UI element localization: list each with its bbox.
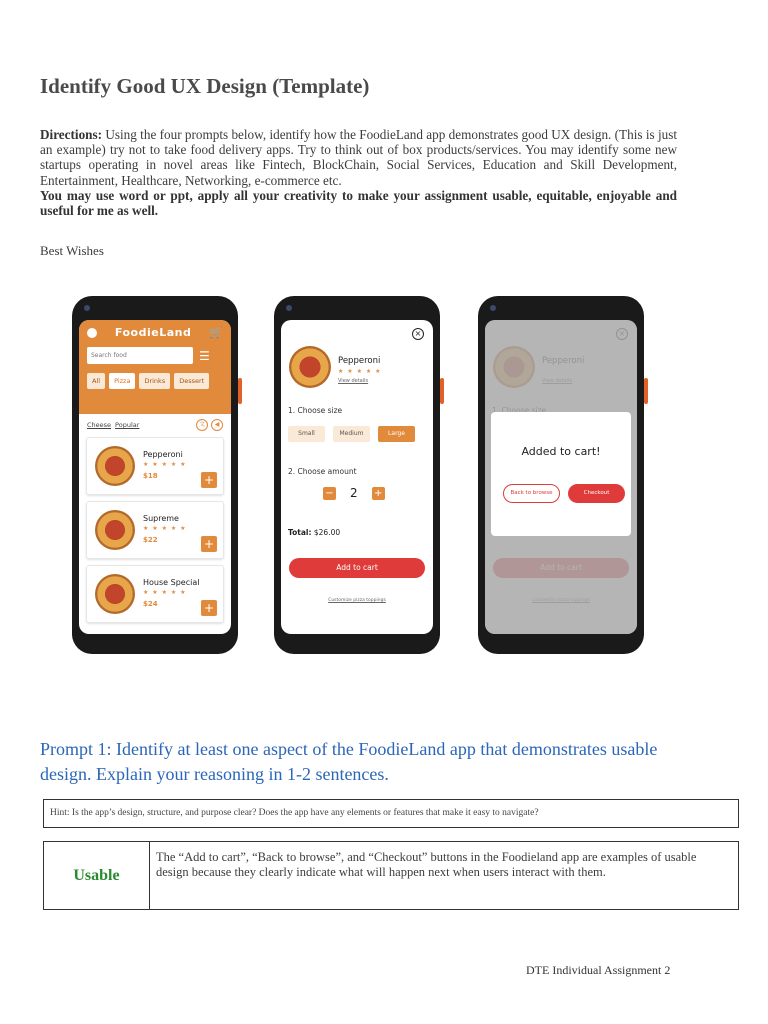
- camera-dot: [286, 305, 292, 311]
- item-stars: ★ ★ ★ ★ ★: [143, 461, 187, 468]
- directions-bold: You may use word or ppt, apply all your creativity to make your assignment usable, equitable, enjoyable and useful for me as well.: [40, 187, 677, 219]
- app-title: FoodieLand: [114, 326, 192, 339]
- app-screen: [281, 320, 433, 634]
- modal-title: Added to cart!: [521, 445, 601, 458]
- menu-item-card[interactable]: [86, 501, 224, 559]
- item-stars: ★ ★ ★ ★ ★: [143, 589, 187, 596]
- translate-icon[interactable]: 文: [196, 419, 208, 431]
- speaker-icon[interactable]: ◀: [211, 419, 223, 431]
- add-to-cart-button[interactable]: Add to cart: [289, 558, 425, 578]
- best-wishes: Best Wishes: [40, 243, 104, 258]
- size-small[interactable]: Small: [288, 426, 325, 442]
- item-name: House Special: [143, 578, 200, 587]
- app-screen: [79, 320, 231, 634]
- item-name: Supreme: [143, 514, 179, 523]
- page-title: Identify Good UX Design (Template): [40, 74, 370, 98]
- hint-box: Hint: Is the app’s design, structure, and purpose clear? Does the app have any elements or features that make it easy to navigate?: [43, 799, 739, 828]
- customize-link[interactable]: Customize pizza toppings: [328, 598, 386, 603]
- directions-paragraph: [40, 127, 677, 218]
- filter-popular[interactable]: Popular: [115, 421, 140, 429]
- choose-size-label: 1. Choose size: [288, 406, 343, 415]
- close-icon[interactable]: ×: [412, 328, 424, 340]
- camera-dot: [84, 305, 90, 311]
- search-input[interactable]: Search food: [87, 347, 193, 364]
- category-pizza[interactable]: Pizza: [109, 373, 135, 389]
- side-button: [644, 378, 648, 404]
- filter-cheese[interactable]: Cheese: [87, 421, 112, 429]
- size-medium[interactable]: Medium: [333, 426, 370, 442]
- added-to-cart-modal: [491, 412, 631, 536]
- back-to-browse-button[interactable]: Back to browse: [503, 484, 560, 503]
- total-label: Total:: [288, 528, 312, 537]
- page-footer: DTE Individual Assignment 2: [526, 963, 671, 977]
- size-large[interactable]: Large: [378, 426, 415, 442]
- directions-text: Using the four prompts below, identify how the FoodieLand app demonstrates good UX design. (This is just an example) try not to take food delivery apps. Try to think out of box products/services. You may identify some new startups operating in novel areas like Fintech, BlockChain, Social Services, Education and Skill Development, Entertainment, Healthcare, Networking, e-commerce etc.: [40, 127, 677, 188]
- menu-item-card[interactable]: [86, 437, 224, 495]
- side-button: [238, 378, 242, 404]
- menu-item-card[interactable]: [86, 565, 224, 623]
- cart-icon[interactable]: 🛒: [209, 326, 223, 339]
- item-price: $24: [143, 600, 158, 608]
- detail-item-name: Pepperoni: [338, 356, 381, 366]
- phone-detail-screen: [274, 296, 440, 654]
- total-price: [288, 528, 340, 537]
- increment-button[interactable]: +: [372, 487, 385, 500]
- camera-dot: [490, 305, 496, 311]
- answer-text: The “Add to cart”, “Back to browse”, and “Checkout” buttons in the Foodieland app are examples of usable design because they clearly indicate what will happen next when users interact with them.: [156, 850, 697, 879]
- directions-label: Directions:: [40, 127, 103, 142]
- phone-confirmation-screen: [478, 296, 644, 654]
- checkout-button[interactable]: Checkout: [568, 484, 625, 503]
- phone-menu-screen: [72, 296, 238, 654]
- detail-stars: ★ ★ ★ ★ ★: [338, 368, 382, 375]
- filter-sliders-icon[interactable]: ☰: [199, 348, 210, 363]
- app-screen: [485, 320, 637, 634]
- view-details-link[interactable]: View details: [338, 378, 369, 384]
- total-value: $26.00: [311, 528, 341, 537]
- category-dessert[interactable]: Dessert: [174, 373, 209, 389]
- item-price: $18: [143, 472, 158, 480]
- category-all[interactable]: All: [87, 373, 105, 389]
- item-price: $22: [143, 536, 158, 544]
- quantity-value: 2: [350, 486, 358, 500]
- prompt-heading: Prompt 1: Identify at least one aspect of the FoodieLand app that demonstrates usable design. Explain your reasoning in 1-2 sentences.: [40, 739, 658, 784]
- pizza-image: [95, 510, 135, 550]
- choose-amount-label: 2. Choose amount: [288, 467, 357, 476]
- pizza-image: [289, 346, 331, 388]
- item-name: Pepperoni: [143, 450, 183, 459]
- decrement-button[interactable]: −: [323, 487, 336, 500]
- quantity-stepper: [323, 486, 385, 500]
- side-button: [440, 378, 444, 404]
- answer-label: Usable: [44, 842, 150, 909]
- add-item-button[interactable]: +: [201, 600, 217, 616]
- add-item-button[interactable]: +: [201, 536, 217, 552]
- category-drinks[interactable]: Drinks: [139, 373, 170, 389]
- user-icon[interactable]: [87, 328, 97, 338]
- app-header: [79, 320, 231, 414]
- add-item-button[interactable]: +: [201, 472, 217, 488]
- item-stars: ★ ★ ★ ★ ★: [143, 525, 187, 532]
- pizza-image: [95, 446, 135, 486]
- pizza-image: [95, 574, 135, 614]
- answer-table: [43, 841, 739, 910]
